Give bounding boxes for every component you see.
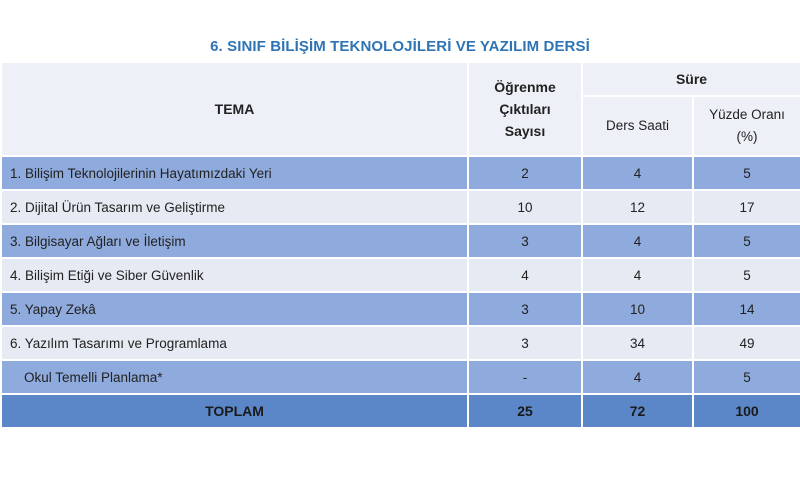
table-header xyxy=(2,63,800,156)
table-title: 6. SINIF BİLİŞİM TEKNOLOJİLERİ VE YAZILIM DERSİ xyxy=(210,38,590,55)
cell-yuzde: 14 xyxy=(693,292,800,326)
header-sure: Süre xyxy=(582,63,800,96)
cell-ders-saati: 10 xyxy=(582,292,693,326)
header-ogrenme-line2: Çıktıları xyxy=(499,101,551,117)
cell-ogrenme: 2 xyxy=(468,156,582,190)
total-label: TOPLAM xyxy=(2,394,468,428)
cell-ogrenme: 3 xyxy=(468,292,582,326)
cell-yuzde: 5 xyxy=(693,258,800,292)
table-body xyxy=(2,156,800,394)
table-row xyxy=(2,326,800,360)
total-ders-saati: 72 xyxy=(582,394,693,428)
header-ders-saati: Ders Saati xyxy=(582,96,693,156)
cell-ders-saati: 4 xyxy=(582,258,693,292)
cell-tema: 5. Yapay Zekâ xyxy=(2,292,468,326)
cell-yuzde: 17 xyxy=(693,190,800,224)
total-yuzde: 100 xyxy=(693,394,800,428)
cell-ogrenme: 10 xyxy=(468,190,582,224)
cell-ders-saati: 34 xyxy=(582,326,693,360)
table-footer xyxy=(2,394,800,428)
curriculum-table xyxy=(2,63,800,429)
header-ogrenme-ciktilari-sayisi xyxy=(468,63,582,156)
cell-ogrenme: 4 xyxy=(468,258,582,292)
table-row xyxy=(2,292,800,326)
cell-ders-saati: 12 xyxy=(582,190,693,224)
table-row xyxy=(2,224,800,258)
header-yuzde-orani xyxy=(693,96,800,156)
header-ogrenme-line1: Öğrenme xyxy=(494,79,556,95)
cell-yuzde: 5 xyxy=(693,224,800,258)
total-ogrenme: 25 xyxy=(468,394,582,428)
cell-ders-saati: 4 xyxy=(582,156,693,190)
header-yuzde-line1: Yüzde Oranı xyxy=(709,107,785,122)
cell-tema: 6. Yazılım Tasarımı ve Programlama xyxy=(2,326,468,360)
cell-tema: 3. Bilgisayar Ağları ve İletişim xyxy=(2,224,468,258)
cell-yuzde: 49 xyxy=(693,326,800,360)
header-tema: TEMA xyxy=(2,63,468,156)
table-row xyxy=(2,258,800,292)
cell-yuzde: 5 xyxy=(693,360,800,394)
cell-ogrenme: 3 xyxy=(468,224,582,258)
cell-ogrenme: 3 xyxy=(468,326,582,360)
cell-ogrenme: - xyxy=(468,360,582,394)
cell-ders-saati: 4 xyxy=(582,224,693,258)
cell-tema: Okul Temelli Planlama* xyxy=(2,360,468,394)
header-ogrenme-line3: Sayısı xyxy=(504,123,546,139)
cell-tema: 2. Dijital Ürün Tasarım ve Geliştirme xyxy=(2,190,468,224)
header-yuzde-line2: (%) xyxy=(736,129,758,144)
cell-ders-saati: 4 xyxy=(582,360,693,394)
table-row xyxy=(2,190,800,224)
total-row xyxy=(2,394,800,428)
cell-tema: 4. Bilişim Etiği ve Siber Güvenlik xyxy=(2,258,468,292)
cell-tema: 1. Bilişim Teknolojilerinin Hayatımızdaki Yeri xyxy=(2,156,468,190)
table-row xyxy=(2,156,800,190)
cell-yuzde: 5 xyxy=(693,156,800,190)
table-row-okul-temelli xyxy=(2,360,800,394)
